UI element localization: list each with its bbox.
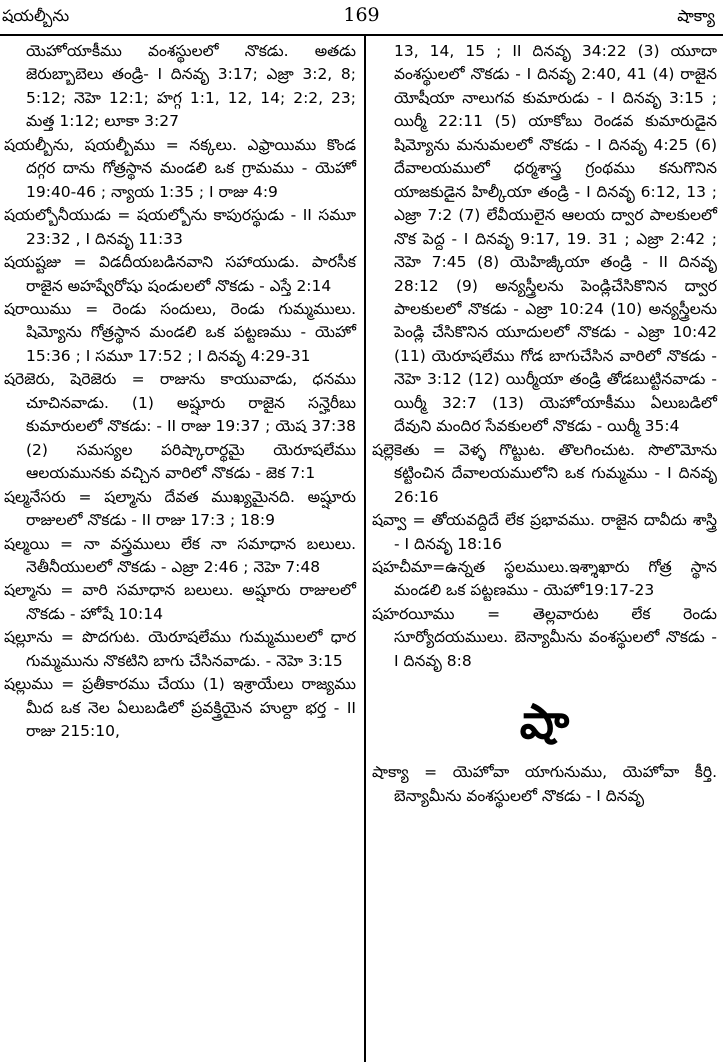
- left-column: [4, 40, 356, 744]
- dictionary-entry: షహచీమా=ఉన్నత స్థలములు.ఇశ్శాఖారు గోత్ర స్థాన మండలి ఒక పట్టణము - యెహో19:17-23: [372, 557, 717, 600]
- header-rule: [0, 34, 723, 36]
- dictionary-entry: షరాయిము = రెండు సందులు, రెండు గుమ్మములు. షిమ్యోను గోత్రస్థాన మండలి ఒక పట్టణము - యెహో 15:36 ; I సమూ 17:52 ; I దినవృ 4:29-31: [4, 299, 356, 365]
- dictionary-entry: షవ్వా = తోయవద్దిదే లేక ప్రభావము. రాజైన దావీదు శాస్త్రి - I దినవృ 18:16: [372, 511, 717, 553]
- dictionary-entry: 13, 14, 15 ; II దినవృ 34:22 (3) యూదా వంశస్థులలో నొకడు - I దినవృ 2:40, 41 (4) రాజైన యోషీయా నాలుగవ కుమారుడు - I దినవృ 3:15 ; యిర్మీ 22:11 (5) యాకోబు రెండవ కుమారుడైన షిమ్యోను మనుమలలో నొకడు - I దినవృ 4:25 (6) దేవాలయములో ధర్మశాస్త్ర గ్రంథము కనుగొనిన యాజకుడైన హిల్కీయా తండ్రి - I దినవృ 6:12, 13 ; ఎజ్రా 7:2 (7) లేవీయులైన ఆలయ ద్వార పాలకులలో నొక పెద్ద - I దినవృ 9:17, 19. 31 ; ఎజ్రా 2:42 ; నెహె 7:45 (8) యెహిజ్కీయా తండ్రి - II దినవృ 28:12 (9) అన్యస్త్రీలను పెండ్లిచేసికొనిన ద్వార పాలకులలో నొకడు - ఎజ్రా 10:24 (10) అన్యస్త్రీలను పెండ్లి చేసికొనిన యూదులలో నొకడు - ఎజ్రా 10:42 (11) యెరూషలేము గోడ బాగుచేసిన వారిలో నొకడు - నెహె 3:12 (12) యిర్మీయా తండ్రి తోడబుట్టినవాడు - యిర్మీ 32:7 (13) యెహోయాకీము ఏలుబడిలో దేవుని మందిర సేవకులలో నొకడు - యిర్మీ 35:4: [394, 42, 717, 436]
- section-letter-heading: షా: [519, 694, 570, 751]
- dictionary-entry: షల్లుము = ప్రతీకారము చేయు (1) ఇశ్రాయేలు రాజ్యము మీద ఒక నెల ఏలుబడిలో ప్రవక్త్రియైన హుల్దా భర్త - II రాజు 215:10,: [4, 675, 356, 741]
- dictionary-entry: షయల్బోనీయుడు = షయల్బోను కాపురస్థుడు - II సమూ 23:32 , I దినవృ 11:33: [4, 206, 356, 248]
- header-guide-word-left: షయల్బీను: [2, 6, 70, 25]
- dictionary-entry: షల్మాను = వారి సమాధాన బలులు. అష్షూరు రాజులలో నొకడు - హోషే 10:14: [4, 581, 356, 623]
- page-header: [0, 0, 723, 38]
- dictionary-entry: షల్మయి = నా వస్త్రములు లేక నా సమాధాన బలులు. నెతీనీయులలో నొకడు - ఎజ్రా 2:46 ; నెహె 7:48: [4, 534, 356, 576]
- dictionary-entry: షల్మనేసరు = షల్మాను దేవత ముఖ్యమైనది. అష్షూరు రాజులలో నొకడు - II రాజు 17:3 ; 18:9: [4, 487, 356, 530]
- dictionary-entry: షహరయీము = తెల్లవారుట లేక రెండు సూర్యోదయములు. బెన్యామీను వంశస్థులలో నొకడు - I దినవృ 8:8: [372, 604, 717, 670]
- dictionary-entry: షరెజెరు, షెరెజెరు = రాజును కాయువాడు, ధనము చూచినవాడు. (1) అష్షూరు రాజైన సన్హెరీబు కుమారులలో నొకడు: - II రాజు 19:37 ; యెష 37:38 (2) సమస్యల పరిష్కారార్థమై యెరూషలేము ఆలయమునకు వచ్చిన వారిలో నొకడు - జెక 7:1: [4, 370, 356, 483]
- dictionary-entry: షల్లూను = పొదగుట. యెరూషలేము గుమ్మములలో ధార గుమ్మమును నొకటిని బాగు చేసినవాడు. - నెహె 3:15: [4, 628, 356, 670]
- column-divider: [364, 35, 366, 1062]
- header-guide-word-right: షాక్యా: [677, 6, 715, 25]
- dictionary-entry: యెహోయాకీము వంశస్థులలో నొకడు. అతడు జెరుబ్బాబెలు తండ్రి- I దినవృ 3:17; ఎజ్రా 3:2, 8; 5:12; నెహె 12:1; హగ్గ 1:1, 12, 14; 2:2, 23; మత్త 1:12; లూకా 3:27: [26, 42, 356, 131]
- page-number: 169: [343, 4, 380, 26]
- dictionary-entry: షాక్యా = యెహోవా యాగునుము, యెహోవా కీర్తి. బెన్యామీను వంశస్థులలో నొకడు - I దినవృ: [372, 763, 717, 805]
- dictionary-entry: షల్లెకెతు = వెళ్ళ గొట్టుట. తొలగించుట. సొలొమోను కట్టించిన దేవాలయములోని ఒక గుమ్మము - I దినవృ 26:16: [372, 440, 717, 506]
- right-column: [372, 40, 717, 808]
- dictionary-entry: షయష్టజు = విడదీయబడినవాని సహాయుడు. పారసీక రాజైన అహష్వేరోషు షండులలో నొకడు - ఎస్తే 2:14: [4, 253, 356, 295]
- dictionary-entry: షయల్బీను, షయల్బీము = నక్కలు. ఎఫ్రాయిము కొండ దగ్గర దాను గోత్రస్థాన మండలి ఒక గ్రామము - యెహో 19:40-46 ; న్యాయ 1:35 ; I రాజు 4:9: [4, 135, 356, 201]
